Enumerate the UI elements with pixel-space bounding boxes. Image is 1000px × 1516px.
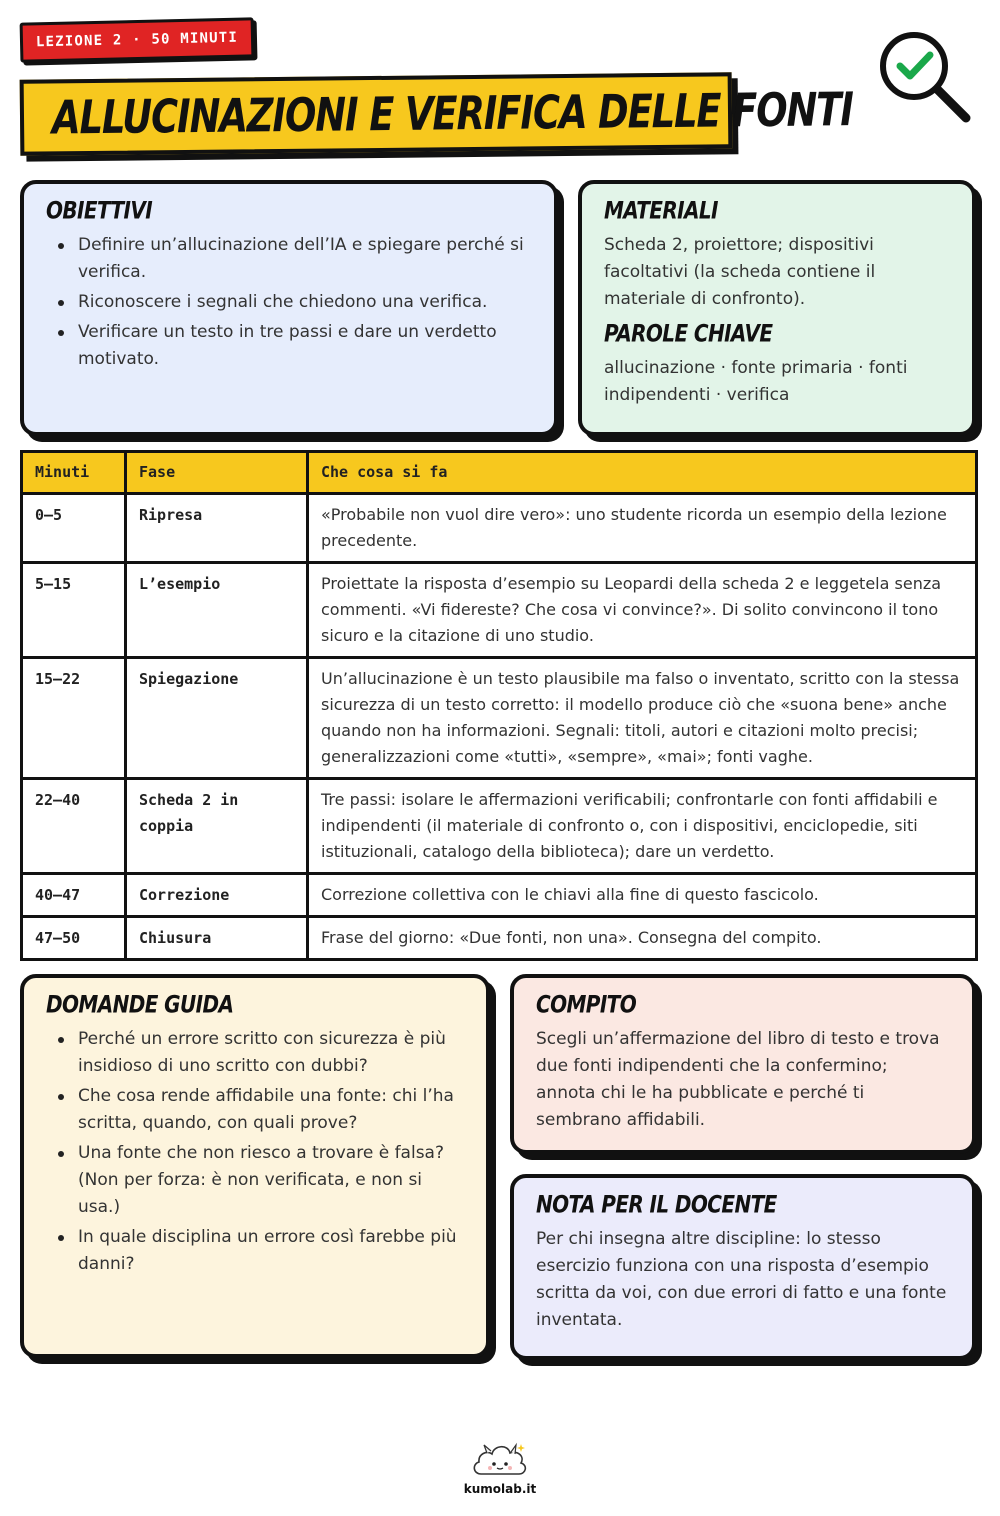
list-item: Che cosa rende affidabile una fonte: chi l’ha scritta, quando, con quali prove? [46,1083,464,1137]
objectives-title: OBIETTIVI [46,195,153,225]
activity-cell: Proiettate la risposta d’esempio su Leopardi della scheda 2 e leggetela senza commenti. «Vi fidereste? Che cosa vi convince?». Di solito convincono il tono sicuro e la citazione di uno studio. [308,563,977,658]
table-row [22,779,977,874]
list-item: Verificare un testo in tre passi e dare un verdetto motivato. [46,319,532,373]
lesson-tag: LEZIONE 2 · 50 MINUTI [20,17,255,62]
materials-title: MATERIALI [604,195,718,225]
table-row [22,658,977,779]
table-row [22,494,977,563]
minutes-cell: 22–40 [22,779,126,874]
homework-card [510,974,976,1154]
column-header-activity: Che cosa si fa [308,452,977,494]
teacher-note-card [510,1174,976,1360]
teacher-note-text: Per chi insegna altre discipline: lo stesso esercizio funziona con una risposta d’esempio scritta da voi, con due errori di fatto e una fonte inventata. [536,1229,947,1330]
list-item: Definire un’allucinazione dell’IA e spiegare perché si verifica. [46,232,532,286]
materials-card [578,180,976,436]
objectives-list [46,232,532,373]
list-item: Riconoscere i segnali che chiedono una verifica. [46,289,532,316]
activity-cell: Tre passi: isolare le affermazioni verificabili; confrontarle con fonti affidabili e indipendenti (il materiale di confronto o, con i dispositivi, enciclopedie, siti istituzionali, catalogo della biblioteca); dare un verdetto. [308,779,977,874]
phase-cell: L’esempio [126,563,308,658]
phase-cell: Scheda 2 in coppia [126,779,308,874]
brand-name: kumolab.it [463,1482,537,1496]
activity-cell: «Probabile non vuol dire vero»: uno studente ricorda un esempio della lezione precedente. [308,494,977,563]
list-item: Una fonte che non riesco a trovare è falsa? (Non per forza: è non verificata, e non si usa.) [46,1140,464,1221]
guiding-questions-card [20,974,490,1358]
minutes-cell: 5–15 [22,563,126,658]
table-row [22,917,977,960]
table-row [22,563,977,658]
phase-cell: Ripresa [126,494,308,563]
guiding-questions-title: DOMANDE GUIDA [46,989,234,1019]
table-row [22,874,977,917]
column-header-minutes: Minuti [22,452,126,494]
minutes-cell: 47–50 [22,917,126,960]
footer [440,1436,560,1496]
page-title: ALLUCINAZIONI E VERIFICA DELLE FONTI [51,82,854,145]
minutes-cell: 15–22 [22,658,126,779]
list-item: Perché un errore scritto con sicurezza è più insidioso di uno scritto con dubbi? [46,1026,464,1080]
cloud-mascot-icon [469,1436,531,1480]
activity-cell: Correzione collettiva con le chiavi alla fine di questo fascicolo. [308,874,977,917]
minutes-cell: 0–5 [22,494,126,563]
table-header-row [22,452,977,494]
phase-cell: Correzione [126,874,308,917]
objectives-card [20,180,558,436]
magnifier-check-icon [876,28,976,128]
guiding-questions-list [46,1026,464,1278]
phase-cell: Chiusura [126,917,308,960]
activity-cell: Un’allucinazione è un testo plausibile ma falso o inventato, scritto con la stessa sicurezza di un testo corretto: il modello produce ciò che «suona bene» anche quando non ha informazioni. Segnali: titoli, autori e citazioni molto precisi; generalizzazioni come «tutti», «sempre», «mai»; fonti vaghe. [308,658,977,779]
schedule-table [20,450,978,961]
title-banner [20,72,854,155]
teacher-note-title: NOTA PER IL DOCENTE [536,1189,777,1219]
column-header-phase: Fase [126,452,308,494]
phase-cell: Spiegazione [126,658,308,779]
homework-title: COMPITO [536,989,637,1019]
homework-text: Scegli un’affermazione del libro di testo e trova due fonti indipendenti che la confermino; annota chi le ha pubblicate e perché ti sembrano affidabili. [536,1029,940,1130]
keywords-title: PAROLE CHIAVE [604,318,773,348]
minutes-cell: 40–47 [22,874,126,917]
keywords-text: allucinazione · fonte primaria · fonti indipendenti · verifica [604,358,908,405]
materials-text: Scheda 2, proiettore; dispositivi facoltativi (la scheda contiene il materiale di confronto). [604,235,876,309]
list-item: In quale disciplina un errore così farebbe più danni? [46,1224,464,1278]
activity-cell: Frase del giorno: «Due fonti, non una». Consegna del compito. [308,917,977,960]
